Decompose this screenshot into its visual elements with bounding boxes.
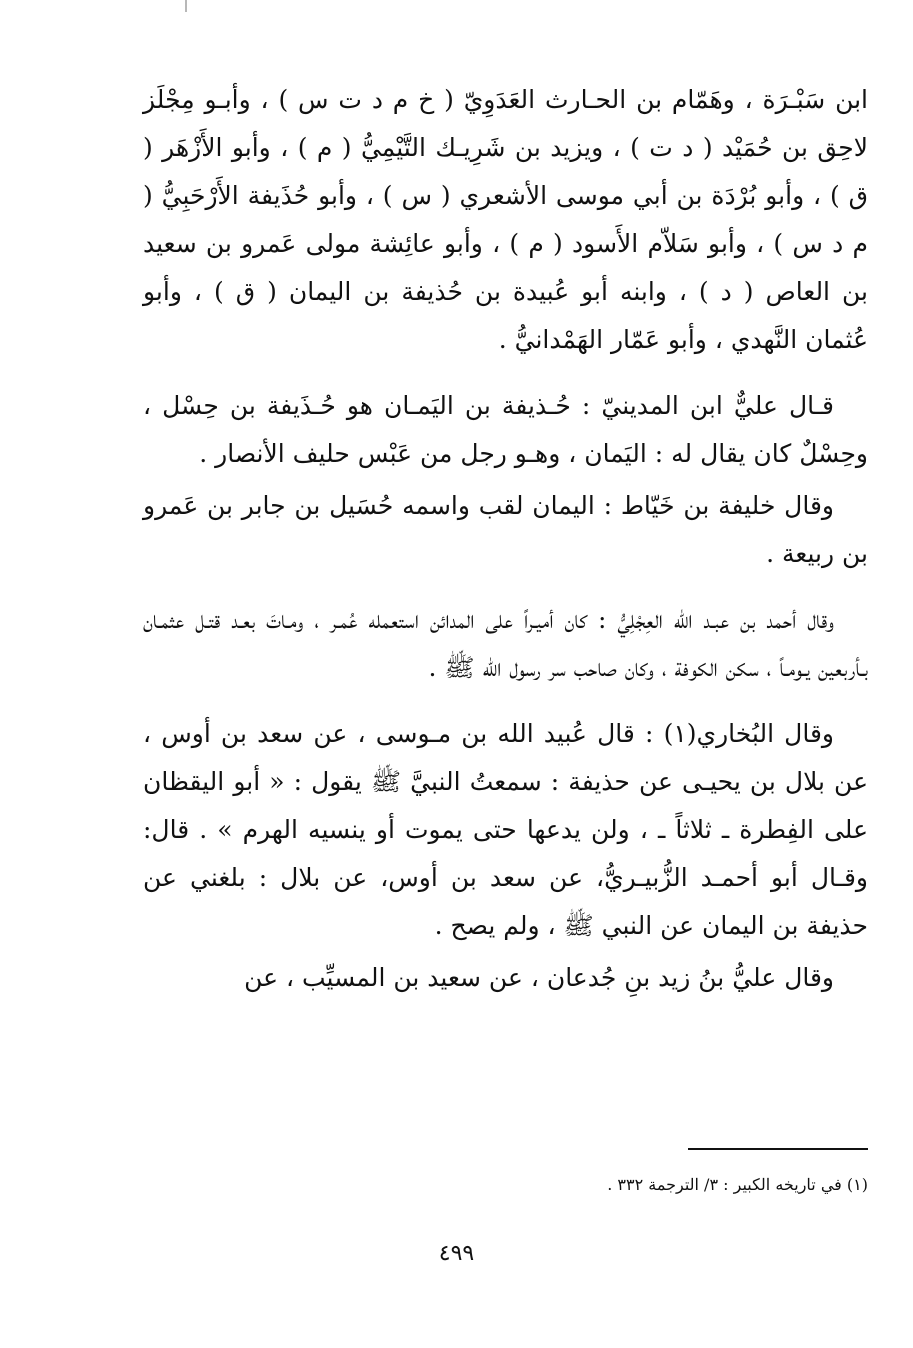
paragraph-narrators-list: ابن سَبْـرَة ، وهَمّام بن الحـارث العَدَوِيّ ( خ م د ت س ) ، وأبـو مِجْلَز لاحِق بن حُمَيْد ( د ت ) ، ويزيد بن شَرِيـك التَّيْمِيُّ ( م ) ، وأبو الأَزْهَر ( ق ) ، وأبو بُرْدَة بن أبي موسى الأشعري ( س ) ، وأبو حُذَيفة الأَرْحَبِيُّ ( م د س ) ، وأبو سَلاّم الأَسود ( م ) ، وأبو عائِشة مولى عَمرو بن سعيد بن العاص ( د ) ، وابنه أبو عُبيدة بن حُذيفة بن اليمان ( ق ) ، وأبو عُثمان النَّهدي ، وأبو عَمّار الهَمْدانيُّ . [143, 85, 868, 354]
paragraph-ali-ibn-zayd: وقال عليُّ بنُ زيد بنِ جُدعان ، عن سعيد بن المسيِّب ، عن [244, 963, 834, 992]
scan-mark [185, 0, 187, 12]
paragraph-ali-ibn-al-madini: قـال عليٌّ ابن المدينيّ : حُـذيفة بن اليَمـان هو حُـذَيفة بن حِسْل ، وحِسْلٌ كان يقال له : اليَمان ، وهـو رجل من عَبْس حليف الأنصار . [143, 391, 868, 468]
footnote-divider [688, 1148, 868, 1150]
footnote: (١) في تاريخه الكبير : ٣/ الترجمة ٣٣٢ . [607, 1175, 868, 1194]
paragraph-al-bukhari: وقال البُخاري(١) : قال عُبيد الله بن مـوسى ، عن سعد بن أوس ، عن بلال بن يحيـى عن حذيفة : سمعتُ النبيَّ ﷺ يقول : « أبو اليقظان على الفِطرة ـ ثلاثاً ـ ، ولن يدعها حتى يموت أو ينسيه الهرم » . قال: وقـال أبو أحمـد الزُّبيـريُّ، عن سعد بن أوس، عن بلال : بلغني عن حذيفة بن اليمان عن النبي ﷺ ، ولم يصح . [143, 719, 868, 940]
paragraph-ahmad-al-ijli: وقال أحمد بن عبـد الله العِجْلِيُّ : كان أميـراً على المدائن استعمله عُمـر ، ومـاتَ بعـد قتـل عثمـان بـأربعين يـومـاً ، سكن الكوفة ، وكان صاحب سر رسول الله ﷺ . [143, 605, 868, 682]
paragraph-khalifa-ibn-khayyat: وقال خليفة بن خَيّاط : اليمان لقب واسمه حُسَيل بن جابر بن عَمرو بن ربيعة . [143, 491, 868, 568]
page-number: ٤٩٩ [438, 1241, 475, 1266]
main-text [143, 76, 868, 1006]
